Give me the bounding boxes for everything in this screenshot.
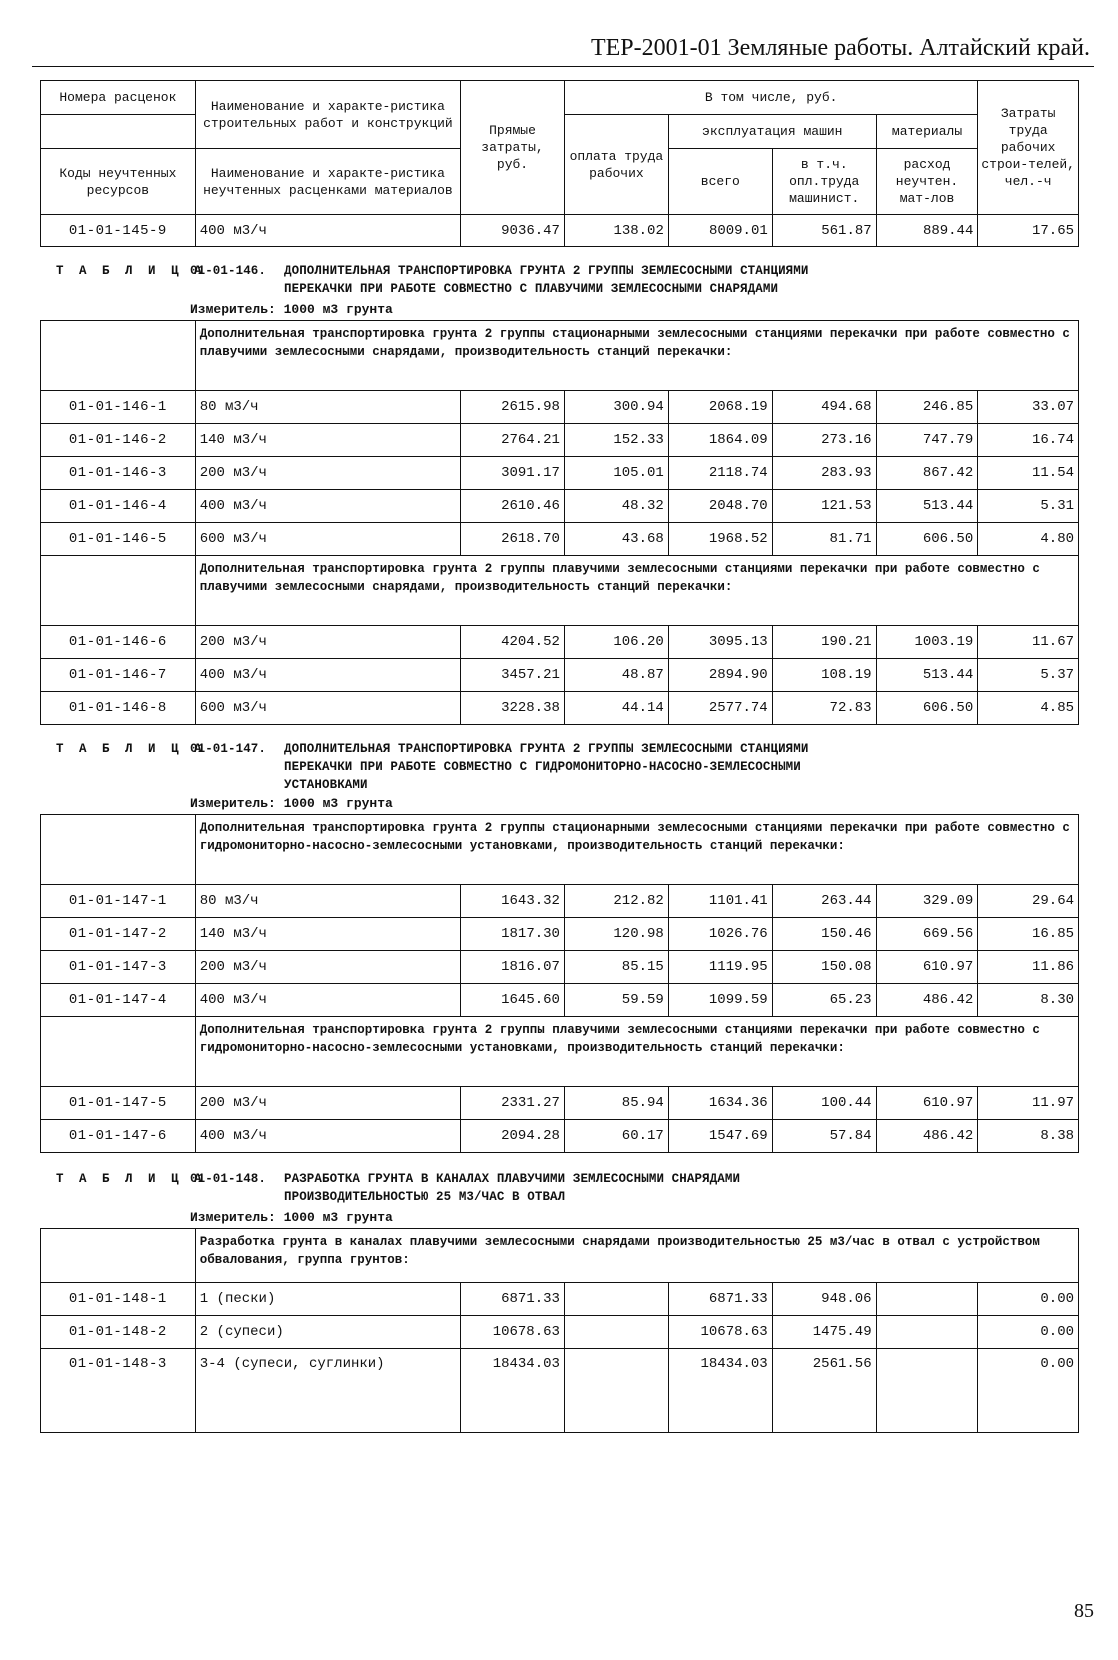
row-labor: 0.00: [978, 1316, 1079, 1349]
row-mach: 2118.74: [668, 457, 772, 490]
row-pay: 43.68: [564, 523, 668, 556]
row-mach-pay: 283.93: [772, 457, 876, 490]
row-code: 01-01-148-2: [41, 1316, 196, 1349]
table-148: [40, 1228, 1079, 1433]
row-pay: 85.94: [564, 1087, 668, 1120]
row-pay: 60.17: [564, 1120, 668, 1153]
table-147-title3: УСТАНОВКАМИ: [284, 778, 368, 792]
hdr-including: В том числе, руб.: [564, 81, 977, 115]
row-code: 01-01-146-3: [41, 457, 196, 490]
row-name: 80 м3/ч: [195, 885, 460, 918]
row-code: 01-01-147-4: [41, 984, 196, 1017]
row-code: 01-01-148-3: [41, 1349, 196, 1433]
row-pay: 105.01: [564, 457, 668, 490]
row-direct: 2615.98: [461, 391, 565, 424]
row-mat: 669.56: [876, 918, 978, 951]
row-mach-pay: 121.53: [772, 490, 876, 523]
page-number: 85: [1074, 1600, 1094, 1622]
row-mach: 1634.36: [668, 1087, 772, 1120]
row-direct: 4204.52: [461, 626, 565, 659]
column-header-table: [40, 80, 1079, 247]
table-148-title1: РАЗРАБОТКА ГРУНТА В КАНАЛАХ ПЛАВУЧИМИ ЗЕМЛЕСОСНЫМИ СНАРЯДАМИ: [284, 1172, 741, 1186]
table-146-desc2: Дополнительная транспортировка грунта 2 группы плавучими землесосными станциями перекачки при работе совместно с плавучими землесосными снарядами, производительность станций перекачки:: [195, 556, 1078, 626]
table-row: [41, 1349, 1079, 1433]
row-code: 01-01-147-5: [41, 1087, 196, 1120]
row-pay: 120.98: [564, 918, 668, 951]
hdr-codes-label: Номера расценок: [41, 81, 196, 115]
table-146-desc1-blank: [41, 321, 196, 391]
row-code: 01-01-147-3: [41, 951, 196, 984]
table-row: [41, 424, 1079, 457]
table-147-desc1: Дополнительная транспортировка грунта 2 группы стационарными землесосными станциями перекачки при работе совместно с гидромониторно-насосно-землесосными установками, производительность станций перекачки:: [195, 815, 1078, 885]
row-code: 01-01-146-5: [41, 523, 196, 556]
row-code: 01-01-146-2: [41, 424, 196, 457]
hdr-machines-total: всего: [668, 149, 772, 215]
table-146-desc2-blank: [41, 556, 196, 626]
row-labor: 8.38: [978, 1120, 1079, 1153]
row-mach: 1026.76: [668, 918, 772, 951]
hdr-machines: эксплуатация машин: [668, 115, 876, 149]
table-147-label: Т А Б Л И Ц А: [56, 742, 206, 756]
row-mach-pay: 494.68: [772, 391, 876, 424]
table-147-title1: ДОПОЛНИТЕЛЬНАЯ ТРАНСПОРТИРОВКА ГРУНТА 2 ГРУППЫ ЗЕМЛЕСОСНЫМИ СТАНЦИЯМИ: [284, 742, 809, 756]
table-147-number: 01-01-147.: [190, 742, 267, 756]
table-row: [41, 692, 1079, 725]
table-row: [41, 918, 1079, 951]
row-name: 400 м3/ч: [195, 1120, 460, 1153]
row-mach-pay: 190.21: [772, 626, 876, 659]
table-148-title2: ПРОИЗВОДИТЕЛЬНОСТЬЮ 25 М3/ЧАС В ОТВАЛ: [284, 1190, 566, 1204]
row-name: 140 м3/ч: [195, 424, 460, 457]
row-pay: 48.87: [564, 659, 668, 692]
row-name: 400 м3/ч: [195, 984, 460, 1017]
row-mach: 2068.19: [668, 391, 772, 424]
row-pay: [564, 1316, 668, 1349]
row-mach-pay: 57.84: [772, 1120, 876, 1153]
row-mat: [876, 1349, 978, 1433]
table-148-label: Т А Б Л И Ц А: [56, 1172, 206, 1186]
table-row: [41, 215, 1079, 247]
table-146: [40, 320, 1079, 725]
table-146-desc1: Дополнительная транспортировка грунта 2 группы стационарными землесосными станциями перекачки при работе совместно с плавучими землесосными снарядами, производительность станций перекачки:: [195, 321, 1078, 391]
row-mach-pay: 150.08: [772, 951, 876, 984]
row-mach: 1101.41: [668, 885, 772, 918]
row-mach-pay: 2561.56: [772, 1349, 876, 1433]
row-mach-pay: 1475.49: [772, 1316, 876, 1349]
row-mat: 329.09: [876, 885, 978, 918]
row-name: 200 м3/ч: [195, 951, 460, 984]
row-name: 3-4 (супеси, суглинки): [195, 1349, 460, 1433]
row-direct: 2331.27: [461, 1087, 565, 1120]
row-pay: 152.33: [564, 424, 668, 457]
row-pay: [564, 1349, 668, 1433]
hdr-name-label: Наименование и характе-ристика строительных работ и конструкций: [195, 81, 460, 149]
hdr-unaccounted-names: Наименование и характе-ристика неучтенных расценками материалов: [195, 149, 460, 215]
table-147-desc2: Дополнительная транспортировка грунта 2 группы плавучими землесосными станциями перекачки при работе совместно с гидромониторно-насосно-землесосными установками, производительность станций перекачки:: [195, 1017, 1078, 1087]
row-direct: 2618.70: [461, 523, 565, 556]
table-147: [40, 814, 1079, 1153]
table-147-caption: [56, 740, 1056, 794]
row-pay: 44.14: [564, 692, 668, 725]
row-mach: 1547.69: [668, 1120, 772, 1153]
table-row: [41, 1283, 1079, 1316]
row-pay: 59.59: [564, 984, 668, 1017]
row-mach: 2048.70: [668, 490, 772, 523]
hdr-machines-pay: в т.ч. опл.труда машинист.: [772, 149, 876, 215]
row-name: 1 (пески): [195, 1283, 460, 1316]
table-row: [41, 951, 1079, 984]
row-mach: 1099.59: [668, 984, 772, 1017]
row-mach-pay: 100.44: [772, 1087, 876, 1120]
row-mach-pay: 81.71: [772, 523, 876, 556]
row-mach: 10678.63: [668, 1316, 772, 1349]
hdr-materials-unaccounted: расход неучтен. мат-лов: [876, 149, 978, 215]
table-row: [41, 391, 1079, 424]
row-mach: 8009.01: [668, 215, 772, 247]
table-row: [41, 885, 1079, 918]
row-mach-pay: 65.23: [772, 984, 876, 1017]
row-pay: 48.32: [564, 490, 668, 523]
table-row: [41, 1087, 1079, 1120]
row-mat: 1003.19: [876, 626, 978, 659]
row-labor: 11.86: [978, 951, 1079, 984]
row-code: 01-01-147-6: [41, 1120, 196, 1153]
row-mat: 513.44: [876, 490, 978, 523]
row-labor: 16.74: [978, 424, 1079, 457]
table-148-number: 01-01-148.: [190, 1172, 267, 1186]
row-code: 01-01-146-1: [41, 391, 196, 424]
row-direct: 9036.47: [461, 215, 565, 247]
table-146-measure: Измеритель: 1000 м3 грунта: [190, 302, 393, 317]
row-name: 2 (супеси): [195, 1316, 460, 1349]
row-mach-pay: 561.87: [772, 215, 876, 247]
row-name: 400 м3/ч: [195, 659, 460, 692]
row-direct: 1643.32: [461, 885, 565, 918]
row-mach-pay: 948.06: [772, 1283, 876, 1316]
table-148-desc1: Разработка грунта в каналах плавучими землесосными снарядами производительностью 25 м3/час в отвал с устройством обвалования, группа грунтов:: [195, 1229, 1078, 1283]
row-code: 01-01-146-6: [41, 626, 196, 659]
row-mat: 606.50: [876, 523, 978, 556]
table-row: [41, 1316, 1079, 1349]
row-mat: 513.44: [876, 659, 978, 692]
row-pay: 106.20: [564, 626, 668, 659]
row-mat: 889.44: [876, 215, 978, 247]
row-mat: 246.85: [876, 391, 978, 424]
row-code: 01-01-147-1: [41, 885, 196, 918]
row-direct: 1645.60: [461, 984, 565, 1017]
hdr-unaccounted-codes: Коды неучтенных ресурсов: [41, 149, 196, 215]
table-147-desc1-blank: [41, 815, 196, 885]
row-mat: 747.79: [876, 424, 978, 457]
row-code: 01-01-148-1: [41, 1283, 196, 1316]
row-mat: 606.50: [876, 692, 978, 725]
row-mat: 867.42: [876, 457, 978, 490]
row-code: 01-01-147-2: [41, 918, 196, 951]
table-146-caption: [56, 262, 1056, 298]
row-labor: 17.65: [978, 215, 1079, 247]
row-direct: 2094.28: [461, 1120, 565, 1153]
row-pay: 85.15: [564, 951, 668, 984]
page-header-title: ТЕР-2001-01 Земляные работы. Алтайский край.: [590, 35, 1090, 61]
row-mach: 1968.52: [668, 523, 772, 556]
row-mach: 2577.74: [668, 692, 772, 725]
row-mach: 3095.13: [668, 626, 772, 659]
row-direct: 3091.17: [461, 457, 565, 490]
row-mach-pay: 273.16: [772, 424, 876, 457]
row-labor: 4.80: [978, 523, 1079, 556]
table-146-title1: ДОПОЛНИТЕЛЬНАЯ ТРАНСПОРТИРОВКА ГРУНТА 2 ГРУППЫ ЗЕМЛЕСОСНЫМИ СТАНЦИЯМИ: [284, 264, 809, 278]
row-mach: 1864.09: [668, 424, 772, 457]
row-labor: 11.54: [978, 457, 1079, 490]
table-147-desc2-blank: [41, 1017, 196, 1087]
row-name: 140 м3/ч: [195, 918, 460, 951]
hdr-labor: Затраты труда рабочих строи-телей, чел.-ч: [978, 81, 1079, 215]
table-146-label: Т А Б Л И Ц А: [56, 264, 206, 278]
row-direct: 3228.38: [461, 692, 565, 725]
table-row: [41, 457, 1079, 490]
hdr-materials: материалы: [876, 115, 978, 149]
row-direct: 18434.03: [461, 1349, 565, 1433]
table-147-measure: Измеритель: 1000 м3 грунта: [190, 796, 393, 811]
row-mat: 610.97: [876, 951, 978, 984]
row-direct: 3457.21: [461, 659, 565, 692]
row-name: 600 м3/ч: [195, 523, 460, 556]
row-mach-pay: 72.83: [772, 692, 876, 725]
hdr-direct-cost: Прямые затраты, руб.: [461, 81, 565, 215]
row-name: 400 м3/ч: [195, 215, 460, 247]
row-direct: 2764.21: [461, 424, 565, 457]
row-labor: 16.85: [978, 918, 1079, 951]
row-mach: 1119.95: [668, 951, 772, 984]
row-mach: 6871.33: [668, 1283, 772, 1316]
row-mat: [876, 1316, 978, 1349]
row-name: 600 м3/ч: [195, 692, 460, 725]
table-148-caption: [56, 1170, 1056, 1206]
table-147-title2: ПЕРЕКАЧКИ ПРИ РАБОТЕ СОВМЕСТНО С ГИДРОМОНИТОРНО-НАСОСНО-ЗЕМЛЕСОСНЫМИ: [284, 760, 801, 774]
row-labor: 4.85: [978, 692, 1079, 725]
row-labor: 0.00: [978, 1283, 1079, 1316]
row-code: 01-01-145-9: [41, 215, 196, 247]
row-labor: 11.97: [978, 1087, 1079, 1120]
table-row: [41, 984, 1079, 1017]
row-pay: 138.02: [564, 215, 668, 247]
row-name: 200 м3/ч: [195, 626, 460, 659]
page-header: [32, 34, 1094, 67]
row-pay: [564, 1283, 668, 1316]
hdr-pay: оплата труда рабочих: [564, 115, 668, 215]
table-146-number: 01-01-146.: [190, 264, 267, 278]
row-mach-pay: 150.46: [772, 918, 876, 951]
row-mat: 486.42: [876, 1120, 978, 1153]
row-direct: 10678.63: [461, 1316, 565, 1349]
row-labor: 33.07: [978, 391, 1079, 424]
row-code: 01-01-146-8: [41, 692, 196, 725]
row-pay: 300.94: [564, 391, 668, 424]
table-row: [41, 659, 1079, 692]
row-labor: 29.64: [978, 885, 1079, 918]
row-mat: 486.42: [876, 984, 978, 1017]
table-row: [41, 626, 1079, 659]
table-row: [41, 490, 1079, 523]
row-name: 400 м3/ч: [195, 490, 460, 523]
row-labor: 0.00: [978, 1349, 1079, 1433]
row-name: 200 м3/ч: [195, 457, 460, 490]
row-direct: 1817.30: [461, 918, 565, 951]
row-mach-pay: 108.19: [772, 659, 876, 692]
row-name: 80 м3/ч: [195, 391, 460, 424]
row-mach: 18434.03: [668, 1349, 772, 1433]
hdr-blank-a: [41, 115, 196, 149]
table-row: [41, 1120, 1079, 1153]
table-148-desc1-blank: [41, 1229, 196, 1283]
row-direct: 1816.07: [461, 951, 565, 984]
row-labor: 5.31: [978, 490, 1079, 523]
row-code: 01-01-146-4: [41, 490, 196, 523]
row-labor: 11.67: [978, 626, 1079, 659]
row-mat: 610.97: [876, 1087, 978, 1120]
row-labor: 8.30: [978, 984, 1079, 1017]
row-direct: 2610.46: [461, 490, 565, 523]
row-mat: [876, 1283, 978, 1316]
row-labor: 5.37: [978, 659, 1079, 692]
table-148-measure: Измеритель: 1000 м3 грунта: [190, 1210, 393, 1225]
table-146-title2: ПЕРЕКАЧКИ ПРИ РАБОТЕ СОВМЕСТНО С ПЛАВУЧИМИ ЗЕМЛЕСОСНЫМИ СНАРЯДАМИ: [284, 282, 779, 296]
table-row: [41, 523, 1079, 556]
row-pay: 212.82: [564, 885, 668, 918]
row-code: 01-01-146-7: [41, 659, 196, 692]
row-name: 200 м3/ч: [195, 1087, 460, 1120]
row-direct: 6871.33: [461, 1283, 565, 1316]
row-mach-pay: 263.44: [772, 885, 876, 918]
row-mach: 2894.90: [668, 659, 772, 692]
